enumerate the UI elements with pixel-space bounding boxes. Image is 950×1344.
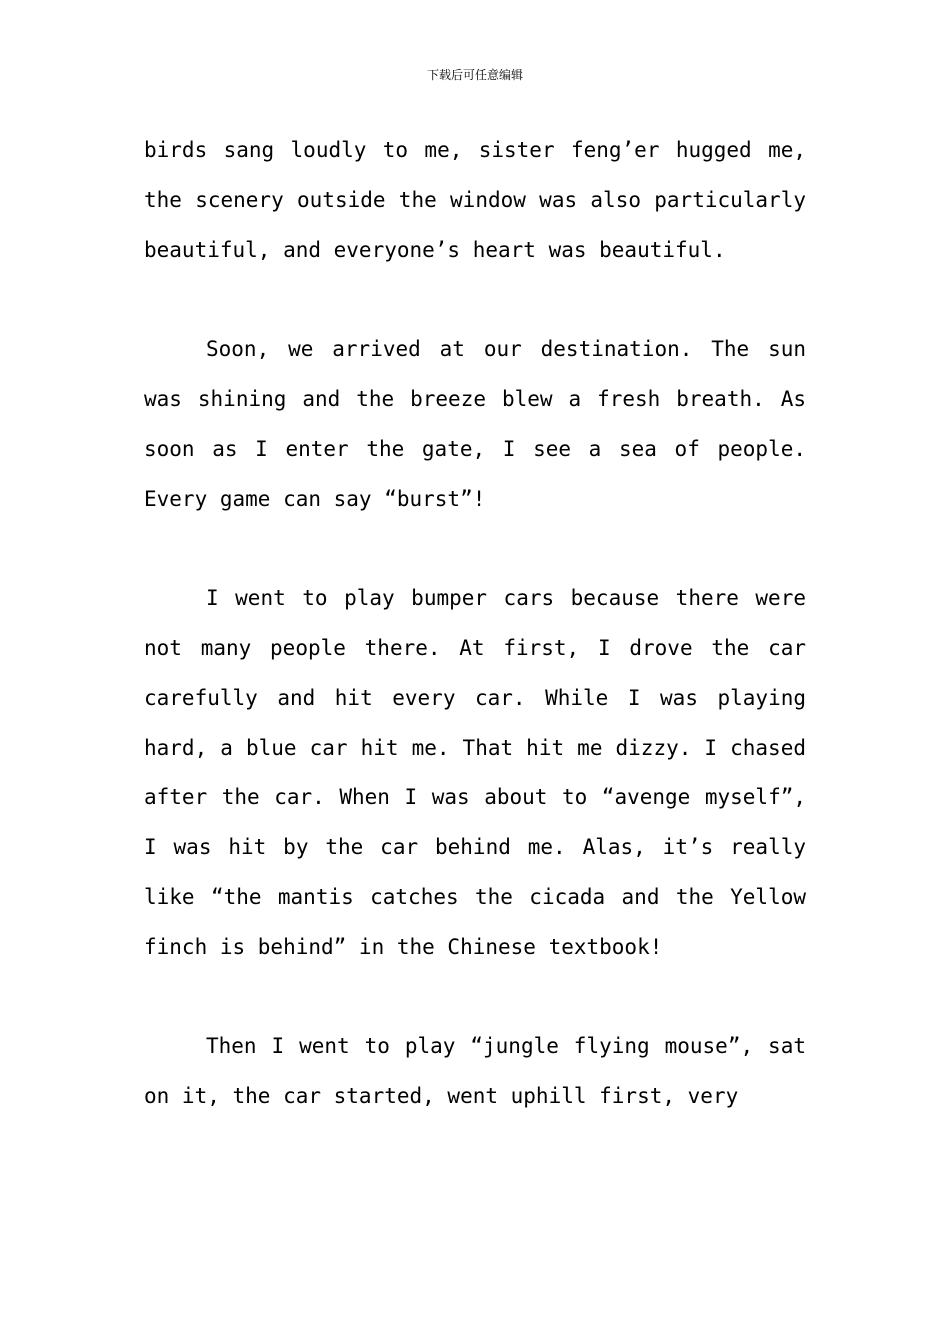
paragraph-2: Soon, we arrived at our destination. The sun was shining and the breeze blew a fresh breath. As soon as I enter the gate, I see a sea of people. Every game can say “burst”!: [144, 337, 806, 511]
document-body: [144, 126, 806, 1122]
paragraph-1: birds sang loudly to me, sister feng’er hugged me, the scenery outside the window was also particularly beautiful, and everyone’s heart was beautiful.: [144, 138, 806, 262]
page-header: 下载后可任意编辑: [426, 68, 523, 82]
paragraph-3: I went to play bumper cars because there were not many people there. At first, I drove the car carefully and hit every car. While I was playing hard, a blue car hit me. That hit me dizzy. I chased after the car. When I was about to “avenge myself”, I was hit by the car behind me. Alas, it’s really like “the mantis catches the cicada and the Yellow finch is behind” in the Chinese textbook!: [144, 586, 806, 959]
paragraph-4: Then I went to play “jungle flying mouse”, sat on it, the car started, went uphill first, very: [144, 1034, 806, 1109]
